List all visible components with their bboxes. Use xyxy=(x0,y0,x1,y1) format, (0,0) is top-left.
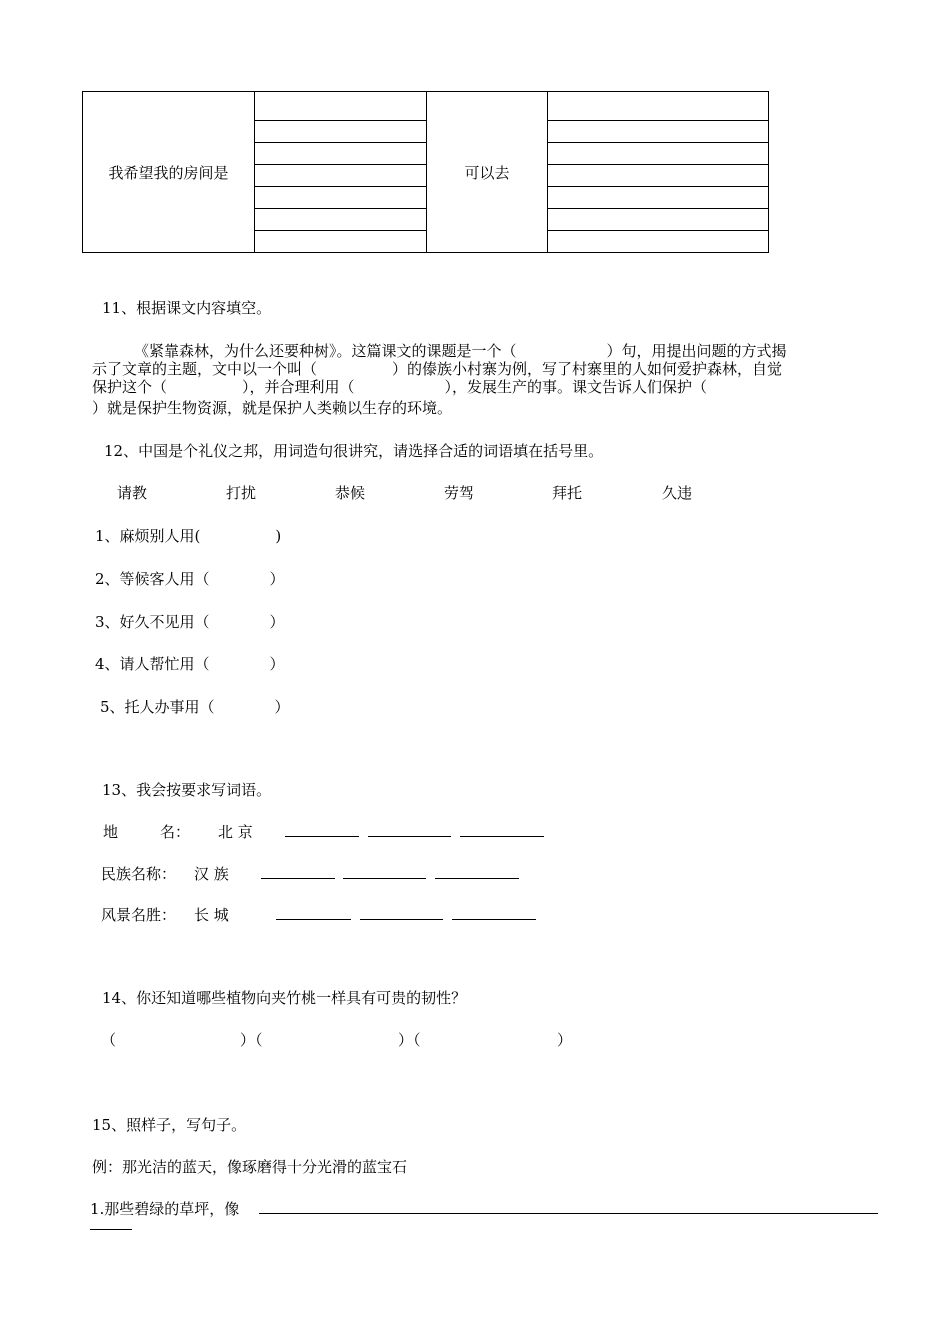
q11-line-3: 保护这个（ ），并合理利用（ ），发展生产的事。课文告诉人们保护（ xyxy=(92,378,708,396)
q12-title: 12、中国是个礼仪之邦，用词造句很讲究，请选择合适的词语填在括号里。 xyxy=(104,442,604,460)
q12-item: 3、好久不见用（ ） xyxy=(95,613,285,631)
q12-item: 1、麻烦别人用( ) xyxy=(95,527,282,545)
answer-line[interactable] xyxy=(90,1229,132,1230)
answer-line[interactable] xyxy=(460,836,544,837)
q11-line-1: 《紧靠森林，为什么还要种树》。这篇课文的课题是一个（ ）句，用提出问题的方式揭 xyxy=(134,342,787,360)
q12-item: 2、等候客人用（ ） xyxy=(95,570,285,588)
answer-line[interactable] xyxy=(285,836,359,837)
q12-word: 拜托 xyxy=(552,484,583,502)
answer-line[interactable] xyxy=(276,919,351,920)
answer-line[interactable] xyxy=(343,878,426,879)
q13-label-ethnic: 民族名称： xyxy=(101,865,177,883)
answer-line[interactable] xyxy=(435,878,519,879)
table-left-label: 我希望我的房间是 xyxy=(108,164,229,182)
q13-example-ethnic: 汉 族 xyxy=(194,865,229,883)
q12-word: 请教 xyxy=(117,484,148,502)
q14-bracket: ） xyxy=(557,1031,573,1049)
table-right-label: 可以去 xyxy=(464,164,510,182)
room-wish-table xyxy=(82,91,769,253)
q11-line-4: ）就是保护生物资源，就是保护人类赖以生存的环境。 xyxy=(92,399,453,417)
q12-word: 劳驾 xyxy=(444,484,475,502)
q13-label-scenic: 风景名胜： xyxy=(101,906,177,924)
q13-title: 13、我会按要求写词语。 xyxy=(102,781,272,799)
q13-example-scenic: 长 城 xyxy=(194,906,229,924)
q12-item: 4、请人帮忙用（ ） xyxy=(95,655,285,673)
q11-title: 11、根据课文内容填空。 xyxy=(102,299,272,317)
q14-bracket: ）（ xyxy=(398,1031,421,1049)
answer-line[interactable] xyxy=(360,919,443,920)
answer-line[interactable] xyxy=(261,878,335,879)
q15-item-1: 1.那些碧绿的草坪，像 xyxy=(90,1200,240,1218)
q15-title: 15、照样子，写句子。 xyxy=(92,1116,247,1134)
q12-word: 恭候 xyxy=(335,484,366,502)
q11-line-2: 示了文章的主题，文中以一个叫（ ）的傣族小村寨为例，写了村寨里的人如何爱护森林，自觉 xyxy=(92,360,783,378)
answer-line[interactable] xyxy=(368,836,451,837)
q12-word: 久违 xyxy=(662,484,693,502)
answer-line[interactable] xyxy=(452,919,536,920)
q13-label-place-a: 地 xyxy=(103,823,119,841)
answer-line[interactable] xyxy=(259,1213,878,1214)
table-cell-left-lines xyxy=(254,91,427,253)
q13-example-place: 北 京 xyxy=(218,823,253,841)
q13-label-place-b: 名： xyxy=(160,823,191,841)
q14-title: 14、你还知道哪些植物向夹竹桃一样具有可贵的韧性？ xyxy=(102,989,467,1007)
table-cell-right-lines xyxy=(547,91,769,253)
q12-item: 5、托人办事用（ ） xyxy=(100,698,290,716)
q14-bracket: （ xyxy=(101,1031,117,1049)
q12-word: 打扰 xyxy=(226,484,257,502)
q15-example: 例：那光洁的蓝天，像琢磨得十分光滑的蓝宝石 xyxy=(92,1158,408,1176)
q14-bracket: ）（ xyxy=(240,1031,263,1049)
